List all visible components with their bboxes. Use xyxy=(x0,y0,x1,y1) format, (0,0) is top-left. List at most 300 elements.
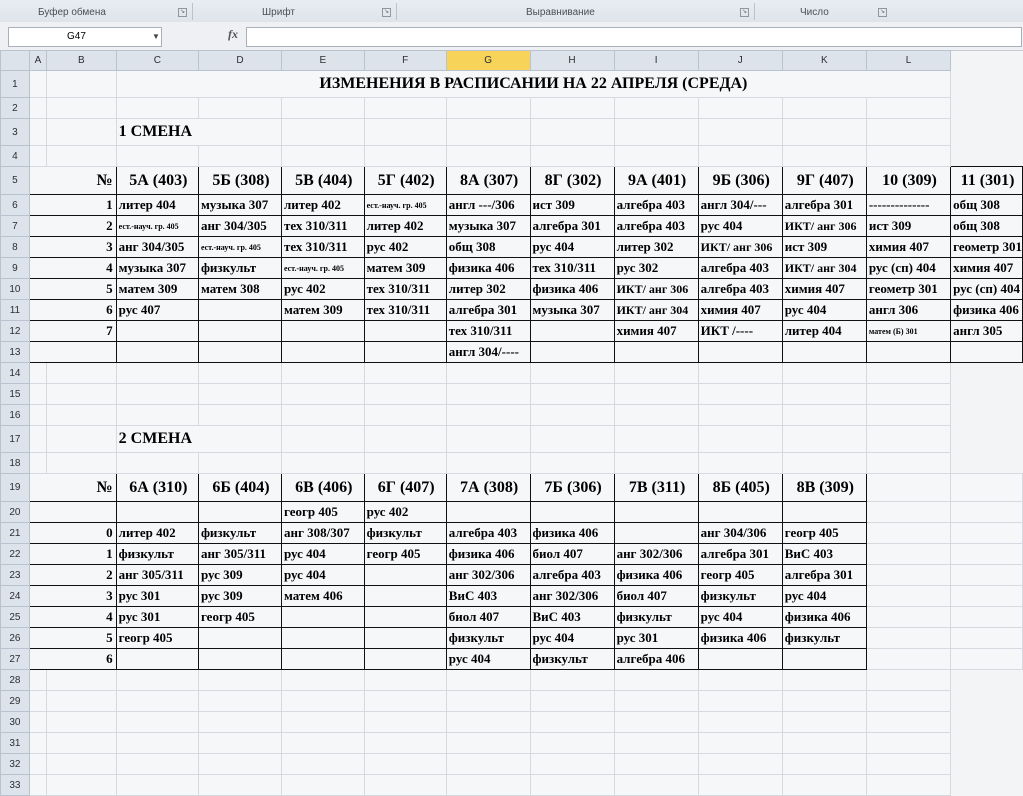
schedule-cell[interactable]: тех 310/311 xyxy=(446,321,530,342)
schedule-cell[interactable]: тех 310/311 xyxy=(530,258,614,279)
cell[interactable] xyxy=(530,119,614,146)
cell[interactable] xyxy=(951,502,1023,523)
cell[interactable] xyxy=(866,565,950,586)
schedule-cell[interactable]: анг 304/306 xyxy=(698,523,782,544)
name-box[interactable] xyxy=(8,27,162,47)
schedule-cell[interactable]: рус 404 xyxy=(281,544,364,565)
row-header[interactable]: 2 xyxy=(1,98,30,119)
schedule-cell[interactable]: рус 309 xyxy=(198,586,281,607)
schedule-cell[interactable]: геометр 301 xyxy=(866,279,950,300)
cell[interactable] xyxy=(364,98,446,119)
schedule-cell[interactable]: музыка 307 xyxy=(446,216,530,237)
schedule-cell[interactable]: рус 404 xyxy=(530,237,614,258)
alignment-launcher-icon[interactable]: ↘ xyxy=(741,9,748,15)
schedule-cell[interactable] xyxy=(698,342,782,363)
schedule-cell[interactable] xyxy=(530,502,614,523)
schedule-cell[interactable]: англ 305 xyxy=(951,321,1023,342)
cell[interactable] xyxy=(47,98,117,119)
cell[interactable] xyxy=(614,712,698,733)
cell[interactable] xyxy=(198,384,281,405)
schedule-cell[interactable]: -------------- xyxy=(866,195,950,216)
cell[interactable] xyxy=(614,384,698,405)
column-header-b[interactable]: B xyxy=(47,51,117,71)
schedule-cell[interactable]: физика 406 xyxy=(530,279,614,300)
clipboard-launcher-icon[interactable]: ↘ xyxy=(179,9,186,15)
cell[interactable] xyxy=(47,384,117,405)
schedule-cell[interactable]: рус (сп) 404 xyxy=(866,258,950,279)
cell[interactable] xyxy=(116,691,198,712)
cell[interactable] xyxy=(47,71,117,98)
cell[interactable] xyxy=(281,426,364,453)
cell[interactable] xyxy=(47,405,117,426)
schedule-cell[interactable]: англ ---/306 xyxy=(446,195,530,216)
row-header[interactable]: 5 xyxy=(1,167,30,195)
schedule-cell[interactable]: ист 309 xyxy=(530,195,614,216)
column-header-h[interactable]: H xyxy=(530,51,614,71)
cell[interactable] xyxy=(364,712,446,733)
cell[interactable] xyxy=(281,775,364,796)
schedule-cell[interactable]: анг 304/305 xyxy=(198,216,281,237)
schedule-cell[interactable]: алгебра 301 xyxy=(782,195,866,216)
ribbon-group-clipboard[interactable]: Буфер обмена xyxy=(38,7,106,18)
schedule-cell[interactable] xyxy=(281,628,364,649)
schedule-cell[interactable]: геогр 405 xyxy=(198,607,281,628)
schedule-cell[interactable]: рус 404 xyxy=(698,607,782,628)
row-header[interactable]: 28 xyxy=(1,670,30,691)
schedule-cell[interactable]: физкульт xyxy=(698,586,782,607)
schedule-cell[interactable]: англ 304/---- xyxy=(446,342,530,363)
row-header[interactable]: 21 xyxy=(1,523,30,544)
schedule-cell[interactable] xyxy=(530,321,614,342)
cell[interactable] xyxy=(614,405,698,426)
schedule-cell[interactable]: физика 406 xyxy=(530,523,614,544)
schedule-cell[interactable]: алгебра 403 xyxy=(614,195,698,216)
chevron-down-icon[interactable]: ▼ xyxy=(152,32,160,41)
column-header-a[interactable]: A xyxy=(29,51,46,71)
cell[interactable] xyxy=(698,363,782,384)
cell[interactable] xyxy=(364,775,446,796)
cell[interactable] xyxy=(116,754,198,775)
schedule-cell[interactable]: алгебра 301 xyxy=(530,216,614,237)
schedule-cell[interactable] xyxy=(198,502,281,523)
cell[interactable] xyxy=(614,363,698,384)
schedule-cell[interactable]: анг 305/311 xyxy=(198,544,281,565)
schedule-cell[interactable]: физика 406 xyxy=(446,258,530,279)
row-header[interactable]: 10 xyxy=(1,279,30,300)
cell[interactable] xyxy=(47,146,117,167)
schedule-cell[interactable]: анг 304/305 xyxy=(116,237,198,258)
column-header-f[interactable]: F xyxy=(364,51,446,71)
cell[interactable] xyxy=(281,754,364,775)
schedule-cell[interactable]: алгебра 406 xyxy=(614,649,698,670)
cell[interactable] xyxy=(782,384,866,405)
row-header[interactable]: 23 xyxy=(1,565,30,586)
schedule-cell[interactable] xyxy=(116,342,198,363)
cell[interactable] xyxy=(866,754,950,775)
schedule-cell[interactable]: биол 407 xyxy=(446,607,530,628)
schedule-cell[interactable]: физика 406 xyxy=(614,565,698,586)
schedule-cell[interactable]: рус 404 xyxy=(446,649,530,670)
cell[interactable] xyxy=(29,754,46,775)
schedule-cell[interactable]: матем 309 xyxy=(281,300,364,321)
schedule-cell[interactable]: физкульт xyxy=(198,258,281,279)
cell[interactable] xyxy=(281,712,364,733)
cell[interactable] xyxy=(614,98,698,119)
schedule-cell[interactable]: рус 402 xyxy=(364,502,446,523)
cell[interactable] xyxy=(866,628,950,649)
schedule-cell[interactable] xyxy=(364,628,446,649)
cell[interactable] xyxy=(198,405,281,426)
schedule-cell[interactable] xyxy=(116,502,198,523)
cell[interactable] xyxy=(198,146,281,167)
cell[interactable] xyxy=(281,691,364,712)
schedule-cell[interactable]: рус 402 xyxy=(364,237,446,258)
cell[interactable] xyxy=(364,426,446,453)
row-header[interactable]: 12 xyxy=(1,321,30,342)
schedule-cell[interactable]: рус 301 xyxy=(116,586,198,607)
cell[interactable] xyxy=(866,607,950,628)
schedule-cell[interactable]: англ 306 xyxy=(866,300,950,321)
cell[interactable] xyxy=(782,363,866,384)
row-header[interactable]: 31 xyxy=(1,733,30,754)
schedule-cell[interactable] xyxy=(198,321,281,342)
schedule-cell[interactable] xyxy=(364,649,446,670)
cell[interactable] xyxy=(446,775,530,796)
cell[interactable] xyxy=(446,453,530,474)
schedule-cell[interactable]: общ 308 xyxy=(446,237,530,258)
cell[interactable] xyxy=(782,691,866,712)
cell[interactable] xyxy=(116,453,198,474)
schedule-cell[interactable]: рус 404 xyxy=(782,586,866,607)
schedule-cell[interactable]: алгебра 301 xyxy=(698,544,782,565)
cell[interactable] xyxy=(614,733,698,754)
cell[interactable] xyxy=(866,453,950,474)
schedule-cell[interactable]: музыка 307 xyxy=(530,300,614,321)
schedule-cell[interactable]: анг 308/307 xyxy=(281,523,364,544)
cell[interactable] xyxy=(446,426,530,453)
schedule-cell[interactable] xyxy=(782,502,866,523)
row-header[interactable]: 32 xyxy=(1,754,30,775)
cell-grid[interactable] xyxy=(0,50,1023,796)
column-header-i[interactable]: I xyxy=(614,51,698,71)
cell[interactable] xyxy=(364,754,446,775)
cell[interactable] xyxy=(116,670,198,691)
schedule-cell[interactable]: анг 302/306 xyxy=(614,544,698,565)
column-header-l[interactable]: L xyxy=(866,51,950,71)
schedule-cell[interactable]: физкульт xyxy=(614,607,698,628)
cell[interactable] xyxy=(116,384,198,405)
schedule-cell[interactable]: геометр 301 xyxy=(951,237,1023,258)
cell[interactable] xyxy=(698,670,782,691)
cell[interactable] xyxy=(951,607,1023,628)
schedule-cell[interactable]: литер 302 xyxy=(446,279,530,300)
schedule-cell[interactable]: биол 407 xyxy=(530,544,614,565)
cell[interactable] xyxy=(281,405,364,426)
schedule-cell[interactable]: рус 404 xyxy=(782,300,866,321)
cell[interactable] xyxy=(47,691,117,712)
cell[interactable] xyxy=(29,712,46,733)
cell[interactable] xyxy=(29,98,46,119)
schedule-cell[interactable]: литер 402 xyxy=(116,523,198,544)
schedule-cell[interactable]: матем 309 xyxy=(116,279,198,300)
cell[interactable] xyxy=(29,670,46,691)
schedule-cell[interactable]: рус 404 xyxy=(698,216,782,237)
schedule-cell[interactable]: матем 406 xyxy=(281,586,364,607)
schedule-cell[interactable]: литер 302 xyxy=(614,237,698,258)
cell[interactable] xyxy=(364,363,446,384)
cell[interactable] xyxy=(281,670,364,691)
row-header[interactable]: 33 xyxy=(1,775,30,796)
cell[interactable] xyxy=(782,775,866,796)
cell[interactable] xyxy=(782,98,866,119)
schedule-cell[interactable]: общ 308 xyxy=(951,216,1023,237)
row-header[interactable]: 11 xyxy=(1,300,30,321)
row-header[interactable]: 29 xyxy=(1,691,30,712)
schedule-cell[interactable]: матем (Б) 301 xyxy=(866,321,950,342)
schedule-cell[interactable] xyxy=(364,321,446,342)
cell[interactable] xyxy=(866,363,950,384)
ribbon-group-font[interactable]: Шрифт xyxy=(262,7,295,18)
schedule-cell[interactable]: физкульт xyxy=(116,544,198,565)
schedule-cell[interactable]: анг 305/311 xyxy=(116,565,198,586)
cell[interactable] xyxy=(530,453,614,474)
schedule-cell[interactable]: геогр 405 xyxy=(281,502,364,523)
cell[interactable] xyxy=(614,146,698,167)
ribbon-group-alignment[interactable]: Выравнивание xyxy=(526,7,595,18)
cell[interactable] xyxy=(116,775,198,796)
cell[interactable] xyxy=(866,670,950,691)
cell[interactable] xyxy=(782,712,866,733)
schedule-cell[interactable] xyxy=(364,565,446,586)
cell[interactable] xyxy=(47,453,117,474)
cell[interactable] xyxy=(866,544,950,565)
schedule-cell[interactable]: литер 404 xyxy=(782,321,866,342)
row-header[interactable]: 27 xyxy=(1,649,30,670)
cell[interactable] xyxy=(698,712,782,733)
schedule-cell[interactable]: алгебра 403 xyxy=(446,523,530,544)
schedule-cell[interactable]: ест.-науч. гр. 405 xyxy=(116,216,198,237)
cell[interactable] xyxy=(951,586,1023,607)
cell[interactable] xyxy=(614,670,698,691)
cell[interactable] xyxy=(198,98,281,119)
cell[interactable] xyxy=(951,474,1023,502)
schedule-cell[interactable]: алгебра 301 xyxy=(446,300,530,321)
cell[interactable] xyxy=(530,363,614,384)
cell[interactable] xyxy=(29,146,46,167)
cell[interactable] xyxy=(530,146,614,167)
cell[interactable] xyxy=(530,670,614,691)
cell[interactable] xyxy=(116,98,198,119)
schedule-cell[interactable]: литер 402 xyxy=(281,195,364,216)
cell[interactable] xyxy=(614,691,698,712)
cell[interactable] xyxy=(198,712,281,733)
schedule-cell[interactable]: физика 406 xyxy=(446,544,530,565)
row-header[interactable]: 9 xyxy=(1,258,30,279)
worksheet-grid[interactable] xyxy=(0,50,1023,791)
schedule-cell[interactable]: рус 301 xyxy=(614,628,698,649)
cell[interactable] xyxy=(281,363,364,384)
cell[interactable] xyxy=(698,146,782,167)
row-header[interactable]: 1 xyxy=(1,71,30,98)
schedule-cell[interactable] xyxy=(530,342,614,363)
schedule-cell[interactable]: физика 406 xyxy=(782,607,866,628)
cell[interactable] xyxy=(47,426,117,453)
row-header[interactable]: 30 xyxy=(1,712,30,733)
cell[interactable] xyxy=(29,384,46,405)
schedule-cell[interactable] xyxy=(281,649,364,670)
cell[interactable] xyxy=(530,733,614,754)
cell[interactable] xyxy=(29,426,46,453)
cell[interactable] xyxy=(530,384,614,405)
schedule-cell[interactable] xyxy=(116,649,198,670)
schedule-cell[interactable]: анг 302/306 xyxy=(446,565,530,586)
cell[interactable] xyxy=(364,146,446,167)
cell[interactable] xyxy=(446,712,530,733)
schedule-cell[interactable] xyxy=(614,502,698,523)
cell[interactable] xyxy=(29,733,46,754)
cell[interactable] xyxy=(530,691,614,712)
cell[interactable] xyxy=(530,712,614,733)
cell[interactable] xyxy=(698,98,782,119)
cell[interactable] xyxy=(698,426,782,453)
schedule-cell[interactable]: алгебра 403 xyxy=(530,565,614,586)
cell[interactable] xyxy=(29,405,46,426)
cell[interactable] xyxy=(446,405,530,426)
schedule-cell[interactable]: физкульт xyxy=(782,628,866,649)
cell[interactable] xyxy=(446,363,530,384)
column-header-j[interactable]: J xyxy=(698,51,782,71)
cell[interactable] xyxy=(530,405,614,426)
schedule-cell[interactable]: геогр 405 xyxy=(116,628,198,649)
schedule-cell[interactable]: литер 402 xyxy=(364,216,446,237)
cell[interactable] xyxy=(364,453,446,474)
cell[interactable] xyxy=(698,733,782,754)
cell[interactable] xyxy=(866,426,950,453)
row-header[interactable]: 4 xyxy=(1,146,30,167)
row-header[interactable]: 24 xyxy=(1,586,30,607)
schedule-cell[interactable]: физкульт xyxy=(530,649,614,670)
schedule-cell[interactable] xyxy=(198,628,281,649)
schedule-cell[interactable] xyxy=(782,649,866,670)
schedule-cell[interactable]: рус 402 xyxy=(281,279,364,300)
cell[interactable] xyxy=(446,754,530,775)
schedule-cell[interactable]: алгебра 403 xyxy=(698,258,782,279)
row-header[interactable]: 7 xyxy=(1,216,30,237)
cell[interactable] xyxy=(47,670,117,691)
cell[interactable] xyxy=(698,775,782,796)
cell[interactable] xyxy=(47,733,117,754)
cell[interactable] xyxy=(446,384,530,405)
cell[interactable] xyxy=(698,453,782,474)
cell[interactable] xyxy=(29,453,46,474)
schedule-cell[interactable] xyxy=(116,321,198,342)
cell[interactable] xyxy=(47,712,117,733)
cell[interactable] xyxy=(782,426,866,453)
cell[interactable] xyxy=(364,733,446,754)
row-header[interactable]: 16 xyxy=(1,405,30,426)
cell[interactable] xyxy=(29,71,46,98)
cell[interactable] xyxy=(614,426,698,453)
cell[interactable] xyxy=(116,146,198,167)
schedule-cell[interactable]: ИКТ/ анг 304 xyxy=(782,258,866,279)
cell[interactable] xyxy=(29,363,46,384)
cell[interactable] xyxy=(782,733,866,754)
cell[interactable] xyxy=(866,691,950,712)
cell[interactable] xyxy=(614,754,698,775)
schedule-cell[interactable] xyxy=(614,342,698,363)
schedule-cell[interactable]: англ 304/--- xyxy=(698,195,782,216)
row-header[interactable]: 22 xyxy=(1,544,30,565)
cell[interactable] xyxy=(782,405,866,426)
schedule-cell[interactable]: физкульт xyxy=(364,523,446,544)
schedule-cell[interactable]: ест.-науч. гр. 405 xyxy=(364,195,446,216)
schedule-cell[interactable]: литер 404 xyxy=(116,195,198,216)
schedule-cell[interactable] xyxy=(281,321,364,342)
row-header[interactable]: 20 xyxy=(1,502,30,523)
schedule-cell[interactable]: геогр 405 xyxy=(782,523,866,544)
cell[interactable] xyxy=(446,119,530,146)
schedule-cell[interactable] xyxy=(198,649,281,670)
formula-input[interactable] xyxy=(246,27,1022,47)
schedule-cell[interactable]: рус (сп) 404 xyxy=(951,279,1023,300)
cell[interactable] xyxy=(698,405,782,426)
schedule-cell[interactable] xyxy=(951,342,1023,363)
schedule-cell[interactable]: тех 310/311 xyxy=(281,216,364,237)
schedule-cell[interactable]: химия 407 xyxy=(866,237,950,258)
cell[interactable] xyxy=(866,119,950,146)
column-header-d[interactable]: D xyxy=(198,51,281,71)
cell[interactable] xyxy=(698,384,782,405)
schedule-cell[interactable] xyxy=(364,607,446,628)
cell[interactable] xyxy=(116,712,198,733)
schedule-cell[interactable]: физкульт xyxy=(446,628,530,649)
schedule-cell[interactable]: ИКТ /---- xyxy=(698,321,782,342)
cell[interactable] xyxy=(116,733,198,754)
schedule-cell[interactable]: тех 310/311 xyxy=(281,237,364,258)
cell[interactable] xyxy=(281,146,364,167)
cell[interactable] xyxy=(47,754,117,775)
cell[interactable] xyxy=(951,649,1023,670)
schedule-cell[interactable] xyxy=(281,607,364,628)
schedule-cell[interactable]: рус 407 xyxy=(116,300,198,321)
cell[interactable] xyxy=(198,754,281,775)
cell[interactable] xyxy=(866,405,950,426)
schedule-cell[interactable]: анг 302/306 xyxy=(530,586,614,607)
cell[interactable] xyxy=(698,119,782,146)
cell[interactable] xyxy=(698,691,782,712)
schedule-cell[interactable] xyxy=(364,586,446,607)
column-header-g[interactable]: G xyxy=(446,51,530,71)
cell[interactable] xyxy=(29,775,46,796)
cell[interactable] xyxy=(866,733,950,754)
row-header[interactable]: 6 xyxy=(1,195,30,216)
schedule-cell[interactable]: ИКТ/ анг 304 xyxy=(614,300,698,321)
schedule-cell[interactable] xyxy=(281,342,364,363)
cell[interactable] xyxy=(866,502,950,523)
cell[interactable] xyxy=(782,119,866,146)
schedule-cell[interactable]: музыка 307 xyxy=(198,195,281,216)
schedule-cell[interactable] xyxy=(198,300,281,321)
schedule-cell[interactable]: общ 308 xyxy=(951,195,1023,216)
schedule-cell[interactable] xyxy=(866,342,950,363)
cell[interactable] xyxy=(281,453,364,474)
row-header[interactable]: 17 xyxy=(1,426,30,453)
schedule-cell[interactable]: матем 309 xyxy=(364,258,446,279)
schedule-cell[interactable]: рус 404 xyxy=(281,565,364,586)
schedule-cell[interactable]: тех 310/311 xyxy=(364,300,446,321)
cell[interactable] xyxy=(782,453,866,474)
row-header[interactable]: 3 xyxy=(1,119,30,146)
